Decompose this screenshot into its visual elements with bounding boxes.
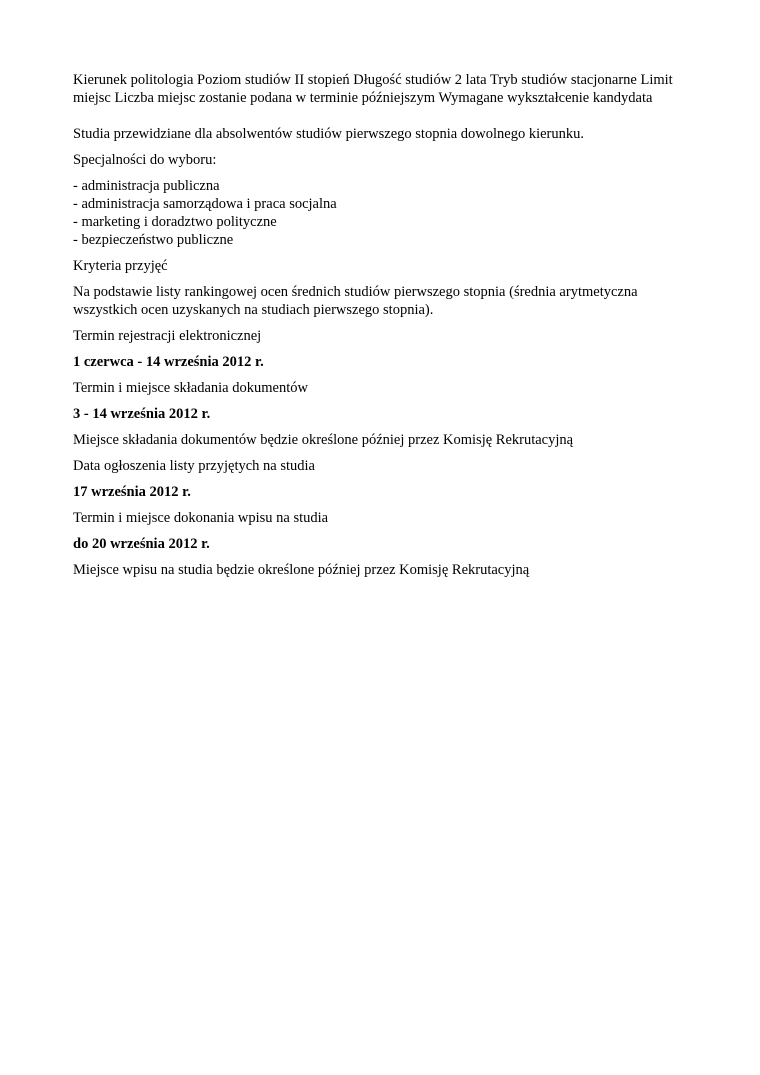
enrollment-date: do 20 września 2012 r. <box>73 536 210 552</box>
documents-date: 3 - 14 września 2012 r. <box>73 406 211 422</box>
documents-note: Miejsce składania dokumentów będzie określone później przez Komisję Rekrutacyjną <box>73 432 574 448</box>
document-page <box>73 71 688 587</box>
list-item: - marketing i doradztwo polityczne <box>73 214 277 230</box>
list-item: - administracja publiczna <box>73 178 220 194</box>
registration-date: 1 czerwca - 14 września 2012 r. <box>73 354 264 370</box>
results-label: Data ogłoszenia listy przyjętych na studia <box>73 458 315 474</box>
specializations-heading: Specjalności do wyboru: <box>73 152 217 168</box>
intro-paragraph: Kierunek politologia Poziom studiów II stopień Długość studiów 2 lata Tryb studiów stacjonarne Limit miejsc Liczba miejsc zostanie podana w terminie późniejszym Wymagane wykształcenie kandydata <box>73 72 673 106</box>
criteria-heading: Kryteria przyjęć <box>73 258 168 274</box>
enrollment-note: Miejsce wpisu na studia będzie określone później przez Komisję Rekrutacyjną <box>73 562 530 578</box>
audience-paragraph: Studia przewidziane dla absolwentów studiów pierwszego stopnia dowolnego kierunku. <box>73 126 585 142</box>
documents-label: Termin i miejsce składania dokumentów <box>73 380 308 396</box>
results-date: 17 września 2012 r. <box>73 484 191 500</box>
list-item: - bezpieczeństwo publiczne <box>73 232 234 248</box>
specializations-list <box>73 177 688 249</box>
enrollment-label: Termin i miejsce dokonania wpisu na studia <box>73 510 329 526</box>
list-item: - administracja samorządowa i praca socjalna <box>73 196 337 212</box>
criteria-text: Na podstawie listy rankingowej ocen średnich studiów pierwszego stopnia (średnia arytmetyczna wszystkich ocen uzyskanych na studiach pierwszego stopnia). <box>73 284 638 318</box>
registration-label: Termin rejestracji elektronicznej <box>73 328 262 344</box>
